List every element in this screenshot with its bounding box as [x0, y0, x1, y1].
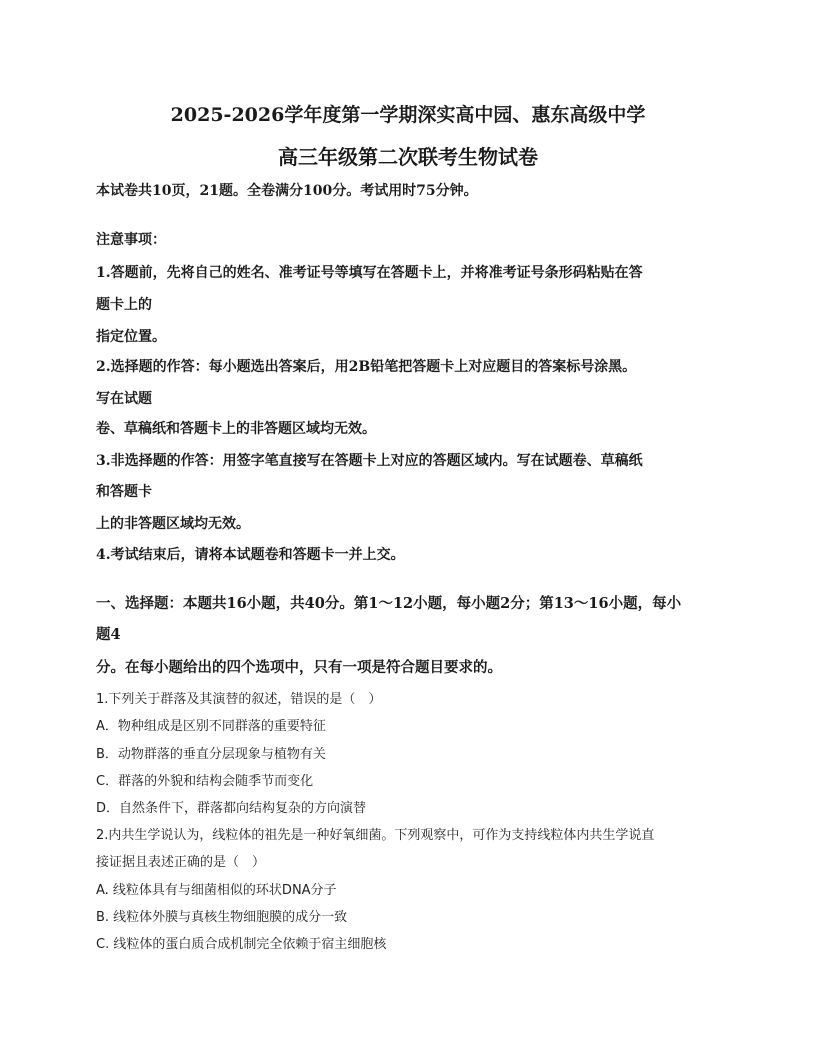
question-2-option-a: A. 线粒体具有与细菌相似的环状DNA分子 [96, 883, 337, 898]
question-2-stem: 2.内共生学说认为，线粒体的祖先是一种好氧细菌。下列观察中，可作为支持线粒体内共生学说直 [96, 828, 655, 843]
notes-line: 2.选择题的作答：每小题选出答案后，用2B铅笔把答题卡上对应题目的答案标号涂黑。 [96, 359, 637, 375]
section-heading-line: 分。在每小题给出的四个选项中，只有一项是符合题目要求的。 [96, 659, 502, 676]
section-heading-line: 一、选择题：本题共16小题，共40分。第1～12小题，每小题2分；第13～16小题，每小 [96, 595, 682, 612]
notes-heading: 注意事项： [96, 232, 166, 248]
notes-line: 上的非答题区域均无效。 [96, 516, 250, 532]
exam-intro: 本试卷共10页，21题。全卷满分100分。考试用时75分钟。 [96, 183, 478, 199]
question-1-option-c: C．群落的外貌和结构会随季节而变化 [96, 774, 314, 789]
section-heading-line: 题4 [96, 626, 121, 643]
question-1-option-d: D．自然条件下，群落都向结构复杂的方向演替 [96, 801, 367, 816]
exam-title-line1: 2025-2026学年度第一学期深实高中园、惠东高级中学 [170, 104, 646, 126]
notes-line: 指定位置。 [96, 329, 166, 345]
notes-line: 3.非选择题的作答：用签字笔直接写在答题卡上对应的答题区域内。写在试题卷、草稿纸 [96, 453, 643, 469]
question-1-option-b: B．动物群落的垂直分层现象与植物有关 [96, 747, 326, 762]
notes-line: 题卡上的 [96, 297, 152, 313]
question-2-option-b: B. 线粒体外膜与真核生物细胞膜的成分一致 [96, 910, 348, 925]
question-2-stem: 接证据且表述正确的是（ ） [96, 855, 266, 870]
question-1-option-a: A．物种组成是区别不同群落的重要特征 [96, 719, 326, 734]
notes-line: 1.答题前，先将自己的姓名、准考证号等填写在答题卡上，并将准考证号条形码粘贴在答 [96, 265, 643, 281]
notes-line: 卷、草稿纸和答题卡上的非答题区域均无效。 [96, 421, 376, 437]
notes-line: 和答题卡 [96, 484, 152, 500]
notes-line: 4.考试结束后，请将本试题卷和答题卡一并上交。 [96, 547, 405, 563]
notes-line: 写在试题 [96, 391, 152, 407]
question-1-stem: 1.下列关于群落及其演替的叙述，错误的是（ ） [96, 692, 382, 707]
exam-title-line2: 高三年级第二次联考生物试卷 [278, 145, 538, 169]
question-2-option-c: C. 线粒体的蛋白质合成机制完全依赖于宿主细胞核 [96, 937, 387, 952]
